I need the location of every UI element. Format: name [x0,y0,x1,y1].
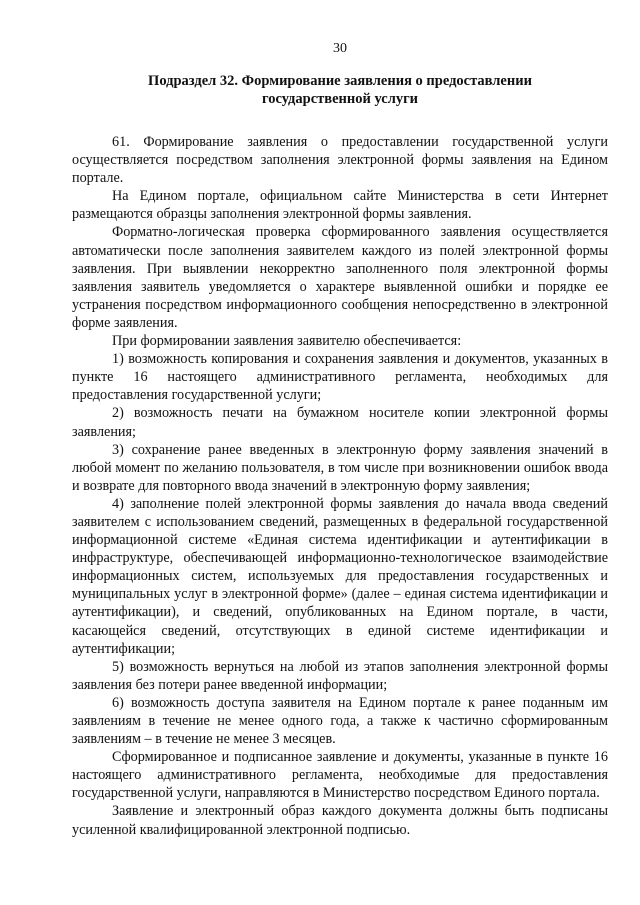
paragraph-sample-forms: На Едином портале, официальном сайте Министерства в сети Интернет размещаются образцы заполнения электронной формы заявления. [72,188,608,223]
section-heading [72,72,608,108]
section-heading-line-2: государственной услуги [261,91,419,107]
paragraph-provided-list-intro: При формировании заявления заявителю обеспечивается: [112,333,462,350]
paragraph-format-check: Форматно-логическая проверка сформированного заявления осуществляется автоматически после заполнения заявителем каждого из полей электронной формы заявления. При выявлении некорректно заполненного поля электронной формы заявления заявитель уведомляется о характере выявленной ошибки и порядке ее устранения посредством информационного сообщения непосредственно в электронной форме заявления. [72,224,608,331]
section-heading-line-1: Подраздел 32. Формирование заявления о предоставлении [148,73,532,89]
list-item-4: 4) заполнение полей электронной формы заявления до начала ввода сведений заявителем с использованием сведений, размещенных в федеральной государственной информационной системе «Единая система идентификации и аутентификации в инфраструктуре, обеспечивающей информационно-технологическое взаимодействие информационных систем, используемых для предоставления государственных и муниципальных услуг в электронной форме» (далее – единая система идентификации и аутентификации), и сведений, опубликованных на Едином портале, в части, касающейся сведений, отсутствующих в единой системе идентификации и аутентификации; [72,495,608,657]
list-item-5: 5) возможность вернуться на любой из этапов заполнения электронной формы заявления без потери ранее введенной информации; [72,658,608,693]
list-item-3: 3) сохранение ранее введенных в электронную форму заявления значений в любой момент по желанию пользователя, в том числе при возникновении ошибок ввода и возврате для повторного ввода значений в электронную форму заявления; [72,441,608,494]
paragraph-submission: Сформированное и подписанное заявление и документы, указанные в пункте 16 настоящего административного регламента, необходимые для предоставления государственной услуги, направляются в Министерство посредством Единого портала. [72,749,608,802]
paragraph-signature: Заявление и электронный образ каждого документа должны быть подписаны усиленной квалифицированной электронной подписью. [72,803,608,838]
document-page [72,40,608,839]
page-number: 30 [333,41,347,56]
list-item-2: 2) возможность печати на бумажном носителе копии электронной формы заявления; [72,405,608,440]
list-item-6: 6) возможность доступа заявителя на Едином портале к ранее поданным им заявлениям в течение не менее одного года, а также к частично сформированным заявлениям – в течение не менее 3 месяцев. [72,694,608,748]
document-body [72,133,608,839]
list-item-1: 1) возможность копирования и сохранения заявления и документов, указанных в пункте 16 настоящего административного регламента, необходимых для предоставления государственной услуги; [72,351,608,404]
paragraph-61-intro: 61. Формирование заявления о предоставлении государственной услуги осуществляется посредством заполнения электронной формы заявления на Едином портале. [72,134,608,187]
